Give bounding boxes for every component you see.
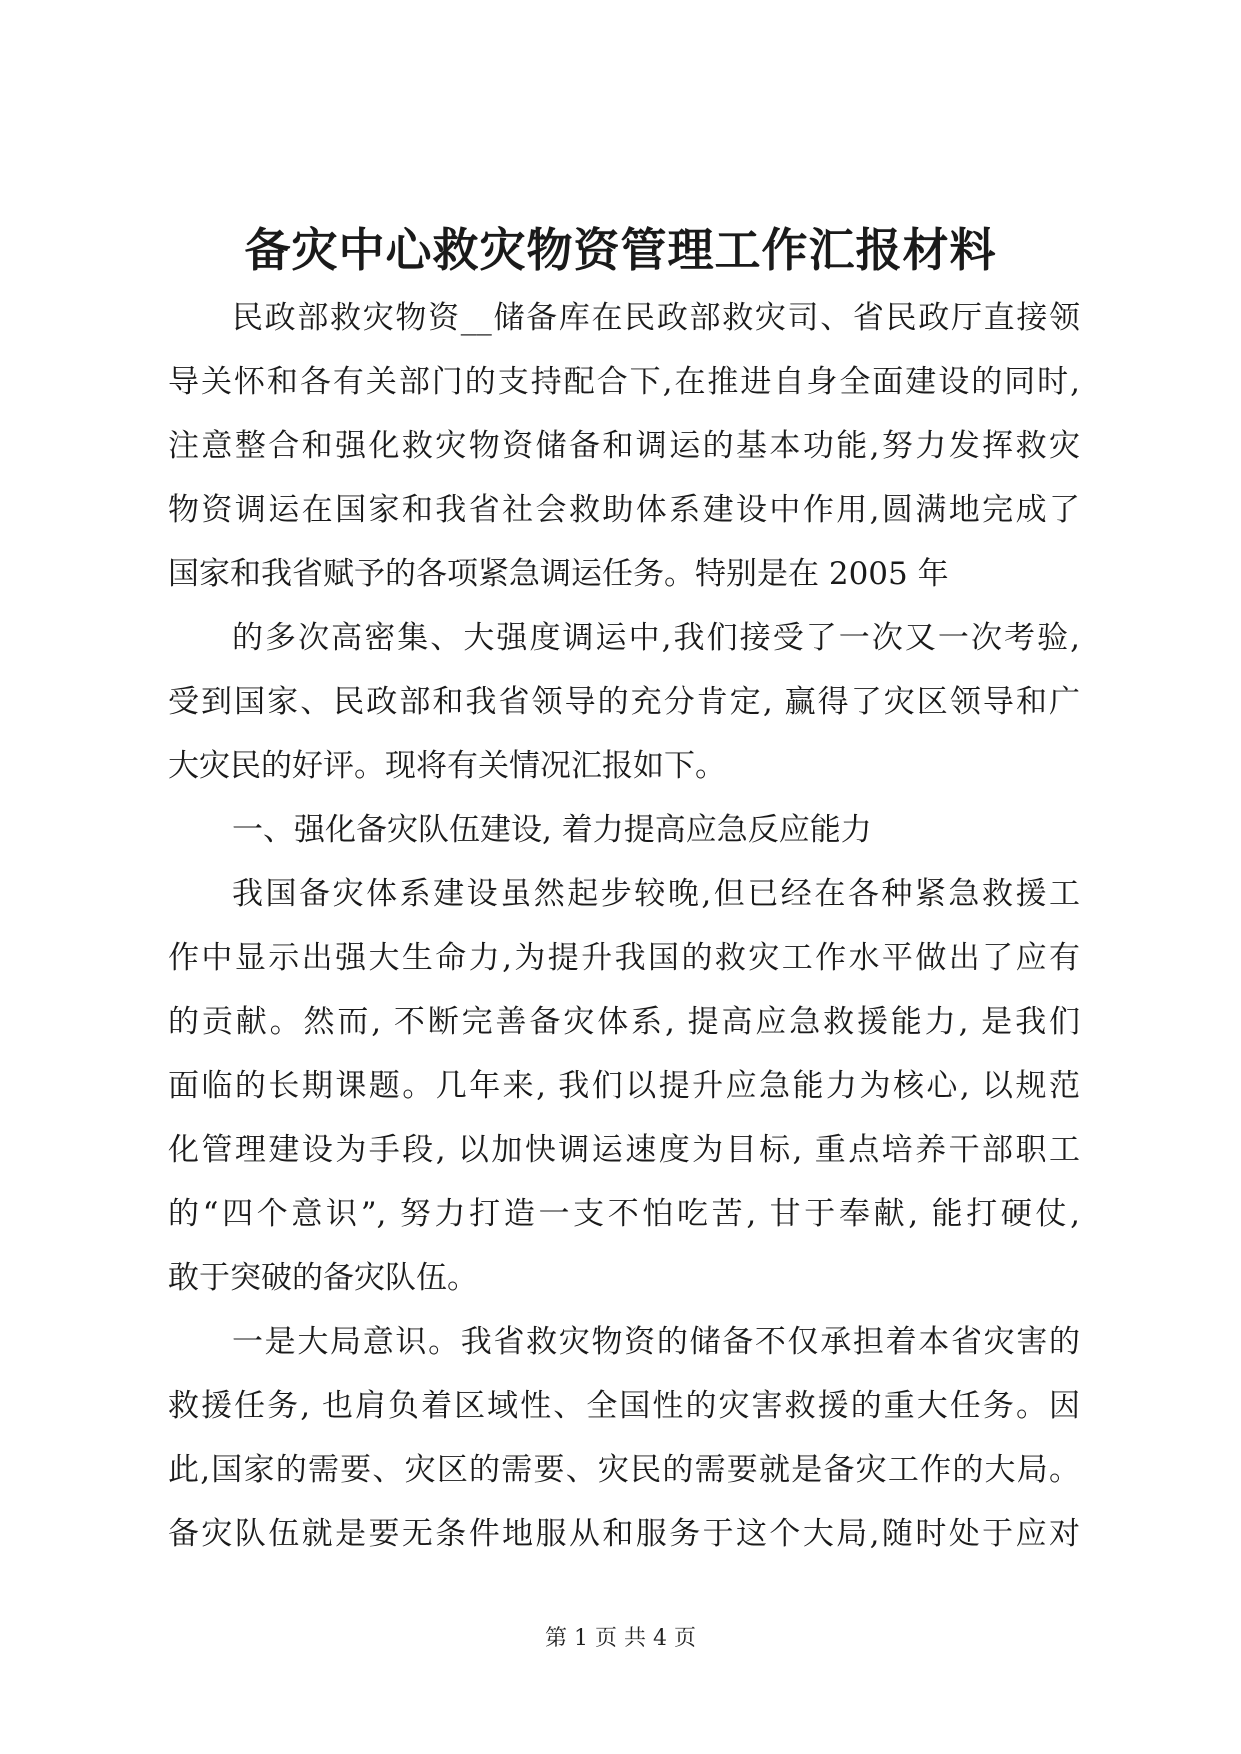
text-line: 一、强化备灾队伍建设, 着力提高应急反应能力 — [232, 812, 872, 848]
text-line: 的“四个意识”, 努力打造一支不怕吃苦, 甘于奉献, 能打硬仗, — [168, 1196, 1080, 1232]
page-footer: 第 1 页 共 4 页 — [545, 1626, 696, 1651]
text-line: 面临的长期课题。几年来, 我们以提升应急能力为核心, 以规范 — [168, 1068, 1080, 1104]
text-line: 国家和我省赋予的各项紧急调运任务。特别是在 2005 年 — [168, 556, 949, 592]
text-line: 备灾队伍就是要无条件地服从和服务于这个大局,随时处于应对 — [168, 1516, 1080, 1552]
text-line: 物资调运在国家和我省社会救助体系建设中作用,圆满地完成了 — [168, 492, 1080, 528]
text-line: 一是大局意识。我省救灾物资的储备不仅承担着本省灾害的 — [232, 1324, 1080, 1360]
document-title: 备灾中心救灾物资管理工作汇报材料 — [244, 223, 997, 277]
text-line: 我国备灾体系建设虽然起步较晚,但已经在各种紧急救援工 — [232, 876, 1080, 912]
text-line: 的多次高密集、大强度调运中,我们接受了一次又一次考验, — [232, 620, 1080, 656]
text-line: 此,国家的需要、灾区的需要、灾民的需要就是备灾工作的大局。 — [168, 1452, 1080, 1488]
text-line: 注意整合和强化救灾物资储备和调运的基本功能,努力发挥救灾 — [168, 428, 1080, 464]
text-line: 导关怀和各有关部门的支持配合下,在推进自身全面建设的同时, — [168, 364, 1080, 400]
text-line: 民政部救灾物资__储备库在民政部救灾司、省民政厅直接领 — [232, 300, 1080, 336]
text-line: 的贡献。然而, 不断完善备灾体系, 提高应急救援能力, 是我们 — [168, 1004, 1080, 1040]
text-line: 受到国家、民政部和我省领导的充分肯定, 赢得了灾区领导和广 — [168, 684, 1080, 720]
text-line: 化管理建设为手段, 以加快调运速度为目标, 重点培养干部职工 — [168, 1132, 1080, 1168]
text-line: 大灾民的好评。现将有关情况汇报如下。 — [168, 748, 726, 784]
text-line: 救援任务, 也肩负着区域性、全国性的灾害救援的重大任务。因 — [168, 1388, 1080, 1424]
text-line: 敢于突破的备灾队伍。 — [168, 1260, 478, 1296]
document-body — [168, 286, 1080, 1566]
text-line: 作中显示出强大生命力,为提升我国的救灾工作水平做出了应有 — [168, 940, 1080, 976]
